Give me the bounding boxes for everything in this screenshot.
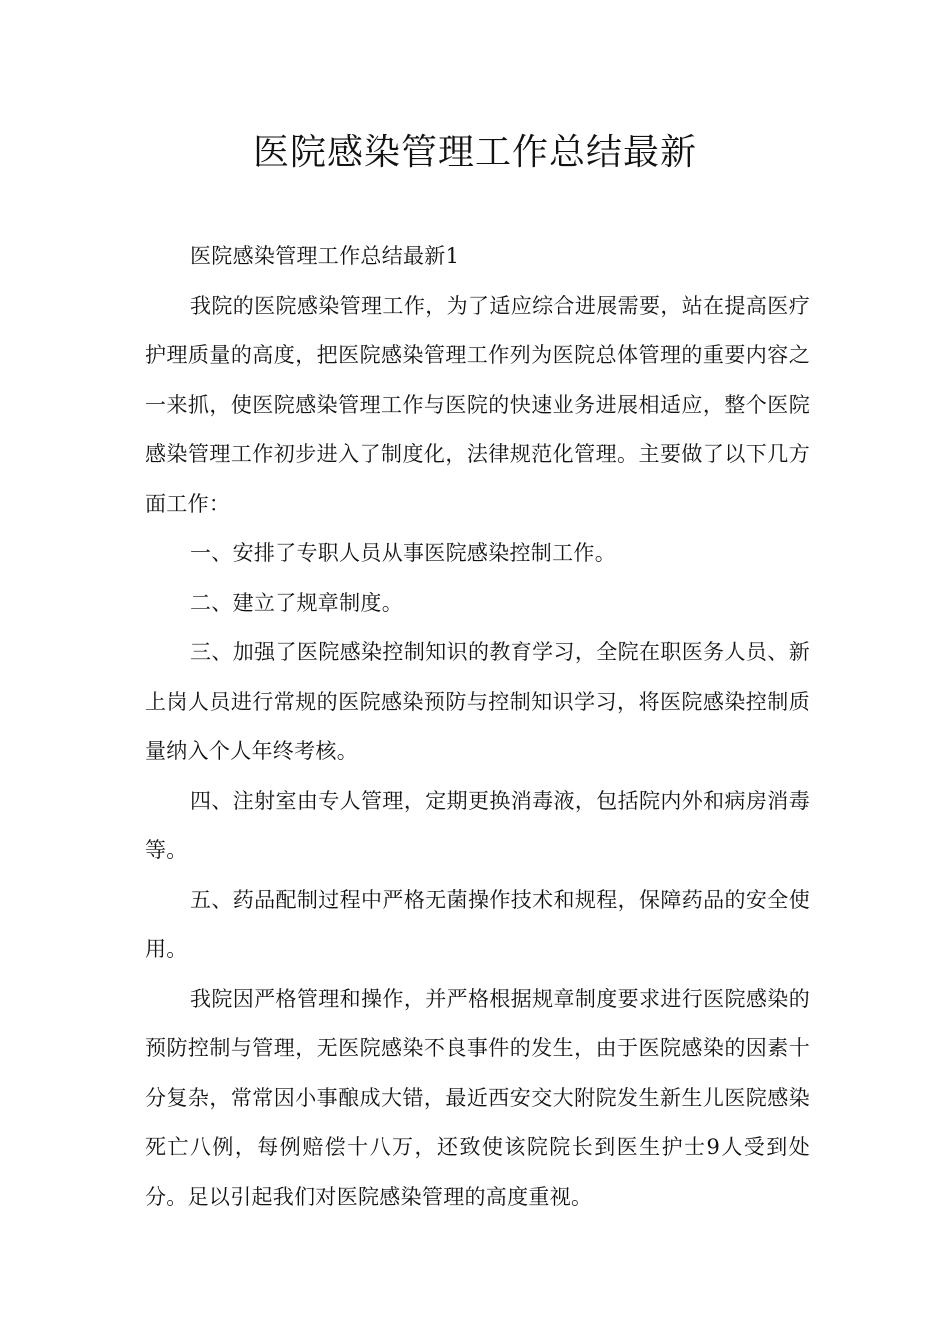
list-item-3: 三、加强了医院感染控制知识的教育学习，全院在职医务人员、新上岗人员进行常规的医院感染预防与控制知识学习，将医院感染控制质量纳入个人年终考核。 xyxy=(145,640,810,763)
document-body xyxy=(145,232,810,1222)
list-item-2: 二、建立了规章制度。 xyxy=(190,590,403,615)
section-heading: 医院感染管理工作总结最新1 xyxy=(190,244,460,268)
document-title: 医院感染管理工作总结最新 xyxy=(252,132,697,173)
list-item-4: 四、注射室由专人管理，定期更换消毒液，包括院内外和病房消毒等。 xyxy=(145,788,810,862)
intro-paragraph: 我院的医院感染管理工作，为了适应综合进展需要，站在提高医疗护理质量的高度，把医院感染管理工作列为医院总体管理的重要内容之一来抓，使医院感染管理工作与医院的快速业务进展相适应，整个医院感染管理工作初步进入了制度化，法律规范化管理。主要做了以下几方面工作： xyxy=(145,293,810,516)
closing-paragraph: 我院因严格管理和操作，并严格根据规章制度要求进行医院感染的预防控制与管理，无医院感染不良事件的发生，由于医院感染的因素十分复杂，常常因小事酿成大错，最近西安交大附院发生新生儿医院感染死亡八例，每例赔偿十八万，还致使该院院长到医生护士9人受到处分。足以引起我们对医院感染管理的高度重视。 xyxy=(145,986,810,1209)
list-item-5: 五、药品配制过程中严格无菌操作技术和规程，保障药品的安全使用。 xyxy=(145,887,810,961)
list-item-1: 一、安排了专职人员从事医院感染控制工作。 xyxy=(190,541,616,565)
